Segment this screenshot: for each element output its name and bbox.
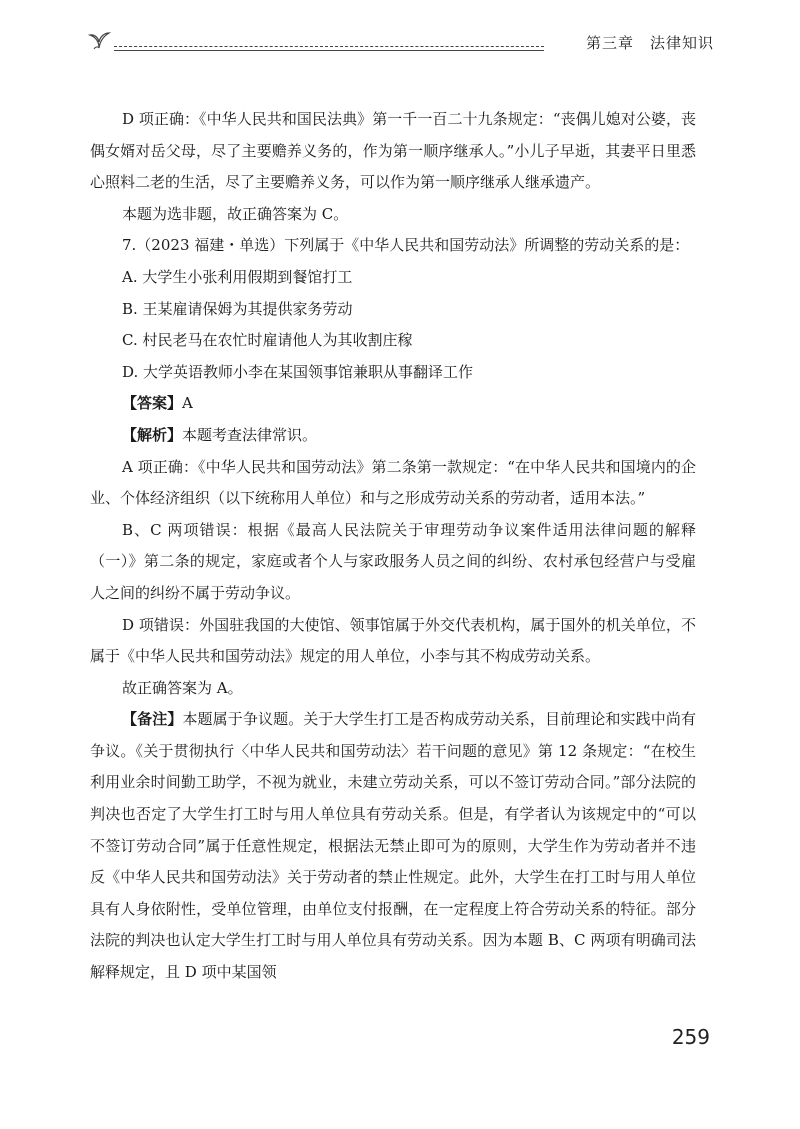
paragraph-text: 故正确答案为 A。 [122,678,243,697]
paragraph-text: D 项错误：外国驻我国的大使馆、领事馆属于外交代表机构，属于国外的机关单位，不属于《中华人民共和国劳动法》规定的用人单位，小李与其不构成劳动关系。 [90,615,696,666]
paragraph-p5 [90,294,696,326]
leaf-logo-icon [86,28,112,50]
header-dashed-rule [114,46,544,47]
section-tag: 【解析】 [122,425,183,444]
paragraph-p2 [90,199,696,231]
paragraph-p6 [90,325,696,357]
paragraph-text: A [182,394,193,413]
paragraph-p12 [90,610,696,673]
paragraph-text: 本题为选非题，故正确答案为 C。 [122,204,349,223]
paragraph-p1 [90,104,696,199]
paragraph-p11 [90,515,696,610]
header-rule [114,50,544,51]
paragraph-text: D. 大学英语教师小李在某国领事馆兼职从事翻译工作 [122,362,474,381]
paragraph-text: D 项正确：《中华人民共和国民法典》第一千一百二十九条规定：“丧偶儿媳对公婆，丧偶女婿对岳父母，尽了主要赡养义务的，作为第一顺序继承人。”小儿子早逝，其妻平日里悉心照料二老的生活，尽了主要赡养义务，可以作为第一顺序继承人继承遗产。 [90,110,696,192]
paragraph-text: B. 王某雇请保姆为其提供家务劳动 [122,299,353,318]
paragraph-text: B、C 两项错误：根据《最高人民法院关于审理劳动争议案件适用法律问题的解释（一）》第二条的规定，家庭或者个人与家政服务人员之间的纠纷、农村承包经营户与受雇人之间的纠纷不属于劳动争议。 [90,520,696,602]
paragraph-text: A 项正确：《中华人民共和国劳动法》第二条第一款规定：“在中华人民共和国境内的企业、个体经济组织（以下统称用人单位）和与之形成劳动关系的劳动者，适用本法。” [90,457,696,508]
paragraph-p13 [90,673,696,705]
section-tag: 【备注】 [122,710,183,729]
page-body [90,104,696,989]
section-tag: 【答案】 [122,394,183,413]
paragraph-text: 本题考查法律常识。 [182,425,318,444]
paragraph-p10 [90,452,696,515]
chapter-title: 第三章 法律知识 [585,34,714,52]
page-number: 259 [671,1025,710,1049]
paragraph-text: A. 大学生小张利用假期到餐馆打工 [122,267,353,286]
paragraph-p4 [90,262,696,294]
page-header [86,30,714,56]
paragraph-p9 [90,420,696,452]
paragraph-p3 [90,230,696,262]
paragraph-p7 [90,357,696,389]
paragraph-text: C. 村民老马在农忙时雇请他人为其收割庄稼 [122,331,413,350]
paragraph-text: 本题属于争议题。关于大学生打工是否构成劳动关系，目前理论和实践中尚有争议。《关于贯彻执行〈中华人民共和国劳动法〉若干问题的意见》第 12 条规定：“在校生利用业余时间勤工助学，不视为就业，未建立劳动关系，可以不签订劳动合同。”部分法院的判决也否定了大学生打工时与用人单位具有劳动关系。但是，有学者认为该规定中的“可以不签订劳动合同”属于任意性规定，根据法无禁止即可为的原则，大学生作为劳动者并不违反《中华人民共和国劳动法》关于劳动者的禁止性规定。此外，大学生在打工时与用人单位具有人身依附性，受单位管理，由单位支付报酬，在一定程度上符合劳动关系的特征。部分法院的判决也认定大学生打工时与用人单位具有劳动关系。因为本题 B、C 两项有明确司法解释规定，且 D 项中某国领 [90,710,696,982]
paragraph-text: 7.（2023 福建・单选）下列属于《中华人民共和国劳动法》所调整的劳动关系的是： [122,236,690,255]
paragraph-p8 [90,388,696,420]
paragraph-p14 [90,704,696,988]
